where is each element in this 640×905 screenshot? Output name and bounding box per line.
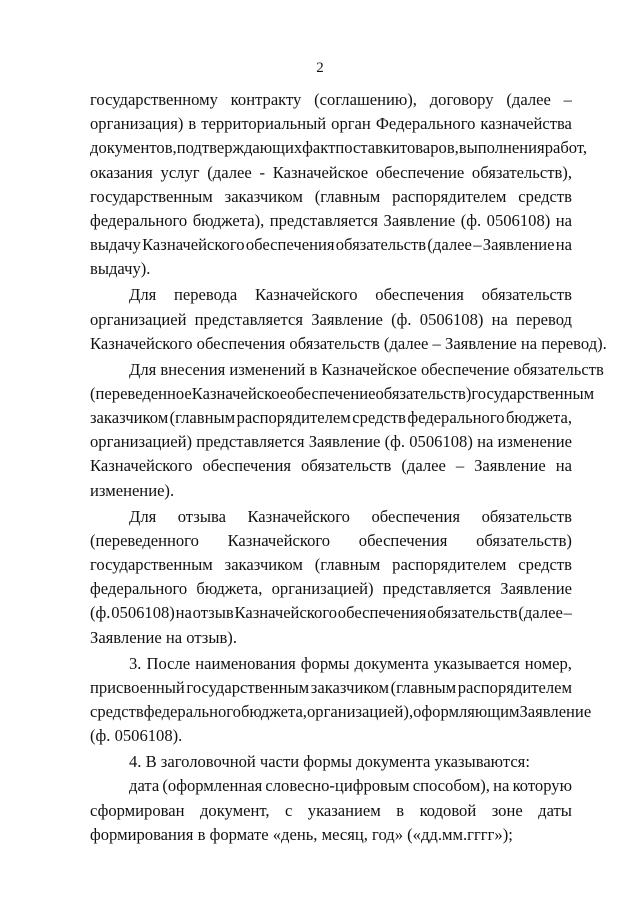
word: средств <box>90 701 144 721</box>
word: отзыв <box>192 603 234 623</box>
word: способом), <box>412 776 490 796</box>
word: оказания <box>90 162 153 182</box>
sentence: (ф. 0506108). <box>90 726 183 746</box>
word: 0506108) <box>409 432 473 452</box>
word: на <box>555 210 572 230</box>
word: (далее <box>506 90 551 109</box>
word: 3. <box>129 653 142 673</box>
word: средств <box>352 408 406 428</box>
word: обязательств) <box>375 383 472 403</box>
word: После <box>146 653 191 673</box>
word: перевод <box>516 309 572 329</box>
word: Федерального <box>375 114 476 134</box>
word: представляется <box>194 309 303 329</box>
word: товаров, <box>399 138 459 158</box>
word: обеспечение <box>375 162 465 182</box>
word: поставки <box>335 138 400 158</box>
word: факт <box>302 138 336 158</box>
word: представляется <box>196 432 305 452</box>
word: документов, <box>90 138 177 158</box>
word: присвоенный <box>90 677 185 697</box>
word: работ, <box>544 138 588 158</box>
word: (главным <box>390 677 457 697</box>
word: (ф. <box>384 432 406 452</box>
word: 0506108) <box>419 309 484 329</box>
word: документ, <box>199 800 270 820</box>
word: отзыва <box>177 506 226 526</box>
word: дата <box>129 776 160 796</box>
word: изменение). <box>90 480 175 500</box>
line-28 <box>90 750 572 774</box>
line-15 <box>90 430 572 454</box>
word: орган <box>331 114 371 134</box>
word: даты <box>538 800 572 820</box>
word: в <box>396 800 405 820</box>
word: указанием <box>307 800 381 820</box>
word: выдачу). <box>90 259 151 279</box>
word: номер, <box>524 653 572 673</box>
word: государственным <box>90 555 213 574</box>
line-22 <box>90 601 572 625</box>
word: организацией), <box>306 701 414 721</box>
word: Заявление <box>474 456 546 476</box>
word: (переведенное <box>90 383 192 403</box>
line-19 <box>90 529 572 553</box>
line-1 <box>90 88 572 112</box>
word: обязательств <box>481 506 572 526</box>
word: (переведенного <box>90 530 199 550</box>
word: заказчиком <box>224 186 303 206</box>
word: (главным <box>314 186 381 206</box>
word: обеспечения <box>358 530 448 550</box>
word: (ф. <box>460 210 482 230</box>
word: услуг <box>160 162 200 182</box>
word: Казначейское <box>191 383 288 403</box>
sentence: формирования в формате «день, месяц, год» («дд.мм.гггг»); <box>90 824 513 844</box>
word: обеспечения <box>337 603 427 623</box>
word: федерального <box>407 408 505 428</box>
word: обеспечение <box>287 383 376 403</box>
word: федерального <box>143 701 241 721</box>
word: обеспечения <box>375 285 464 305</box>
word: Казначейского <box>247 506 350 526</box>
word: - <box>259 162 266 182</box>
word: распорядителем <box>392 186 507 206</box>
word: – <box>563 603 572 623</box>
word: бюджета, <box>196 579 263 599</box>
word: территориальный <box>201 114 327 134</box>
line-9 <box>90 283 572 307</box>
word: заказчиком <box>310 677 390 697</box>
line-3 <box>90 136 588 160</box>
word: обеспечения <box>371 506 461 526</box>
word: указывается <box>433 653 520 673</box>
word: Заявление <box>308 432 381 452</box>
word: 0506108) <box>486 210 551 230</box>
word: заказчиком <box>90 408 169 428</box>
line-4 <box>90 161 572 185</box>
page-number: 2 <box>316 60 324 76</box>
word: формы <box>300 653 350 673</box>
word: бюджета, <box>505 408 572 428</box>
word: словесно-цифровым <box>265 776 410 796</box>
word: на <box>477 432 494 452</box>
word: (далее <box>401 456 446 476</box>
line-23 <box>90 626 572 652</box>
word: федерального <box>90 210 188 230</box>
word: Казначейского <box>90 456 193 476</box>
line-29 <box>90 774 572 798</box>
word: Для <box>129 506 157 526</box>
word: обязательств <box>427 603 518 623</box>
word: обязательств <box>335 235 427 255</box>
word: средств <box>518 186 572 206</box>
word: Казначейского <box>234 603 338 623</box>
word: организацией) <box>90 432 192 452</box>
word: Заявление <box>519 701 592 721</box>
word: (далее <box>427 235 472 255</box>
word: 0506108) <box>111 603 175 623</box>
line-7 <box>90 233 572 257</box>
word: на <box>175 603 192 623</box>
word: (главным <box>169 408 236 428</box>
word: (оформленная <box>162 776 263 796</box>
word: – <box>473 235 482 255</box>
word: государственному <box>90 90 218 109</box>
line-14 <box>90 406 572 430</box>
word: обязательств) <box>476 530 572 550</box>
word: которую <box>512 776 572 796</box>
word: выдачу <box>90 235 141 255</box>
line-24 <box>90 652 572 676</box>
word: перевода <box>173 285 238 305</box>
word: на <box>491 309 508 329</box>
word: зоне <box>491 800 523 820</box>
word: Казначейское <box>272 162 369 182</box>
line-26 <box>90 700 592 724</box>
line-30 <box>90 799 572 823</box>
word: Заявление <box>383 210 456 230</box>
line-11 <box>90 332 607 358</box>
sentence: Для внесения изменений в Казначейское обеспечение обязательств <box>129 359 604 379</box>
word: распорядителем <box>236 408 351 428</box>
line-27 <box>90 724 572 750</box>
word: контракту <box>230 90 302 109</box>
word: договору <box>429 90 494 109</box>
word: в <box>188 114 197 134</box>
word: обеспечения <box>245 235 335 255</box>
word: федерального <box>90 579 188 599</box>
word: обязательств <box>301 456 392 476</box>
word: обязательств <box>481 285 572 305</box>
sentence: Казначейского обеспечения обязательств (далее – Заявление на перевод). <box>90 333 607 353</box>
word: организацией) <box>271 579 374 599</box>
word: – <box>563 90 572 109</box>
word: документа <box>354 653 429 673</box>
line-6 <box>90 209 572 233</box>
word: Заявление <box>500 579 572 599</box>
word: (ф. <box>391 309 412 329</box>
word: Для <box>129 285 157 305</box>
word: на <box>555 456 572 476</box>
word: организацией <box>90 309 187 329</box>
word: организация) <box>90 114 184 134</box>
word: – <box>455 456 465 476</box>
word: (главным <box>314 555 381 574</box>
sentence: Заявление на отзыв). <box>90 627 237 647</box>
line-12 <box>90 358 604 382</box>
line-18 <box>90 505 572 529</box>
word: (далее <box>518 603 563 623</box>
line-21 <box>90 577 572 601</box>
word: сформирован <box>90 800 185 820</box>
line-2 <box>90 112 572 136</box>
word: Казначейского <box>255 285 358 305</box>
word: государственным <box>90 186 213 206</box>
word: оформляющим <box>413 701 520 721</box>
word: государственным <box>186 677 310 697</box>
word: кодовой <box>419 800 477 820</box>
line-5 <box>90 185 572 209</box>
line-25 <box>90 676 572 700</box>
sentence: 4. В заголовочной части формы документа указываются: <box>129 752 530 772</box>
word: бюджета), <box>192 210 265 230</box>
word: представляется <box>382 579 492 599</box>
line-10 <box>90 308 572 332</box>
word: распорядителем <box>392 555 507 574</box>
line-20 <box>90 553 572 577</box>
word: обеспечения <box>202 456 292 476</box>
word: подтверждающих <box>176 138 303 158</box>
line-31 <box>90 823 572 847</box>
document-body <box>90 88 607 847</box>
word: (далее <box>207 162 252 182</box>
word: с <box>284 800 293 820</box>
word: обязательств), <box>471 162 572 182</box>
word: представляется <box>269 210 379 230</box>
line-17 <box>90 479 572 505</box>
word: выполнения <box>458 138 545 158</box>
line-13 <box>90 382 595 406</box>
word: заказчиком <box>224 555 303 574</box>
word: (соглашению), <box>314 90 417 109</box>
word: наименования <box>195 653 296 673</box>
word: Казначейского <box>142 235 245 255</box>
word: казначейства <box>480 114 572 134</box>
word: распорядителем <box>457 677 572 697</box>
word: Заявление <box>311 309 383 329</box>
word: (ф. <box>90 603 111 623</box>
line-8 <box>90 257 572 283</box>
word: государственным <box>471 383 595 403</box>
word: бюджета, <box>240 701 307 721</box>
word: на <box>493 776 510 796</box>
word: изменение <box>497 432 572 452</box>
line-16 <box>90 454 572 478</box>
word: Казначейского <box>227 530 331 550</box>
word: на <box>555 235 572 255</box>
word: средств <box>518 555 572 574</box>
word: Заявление <box>482 235 555 255</box>
